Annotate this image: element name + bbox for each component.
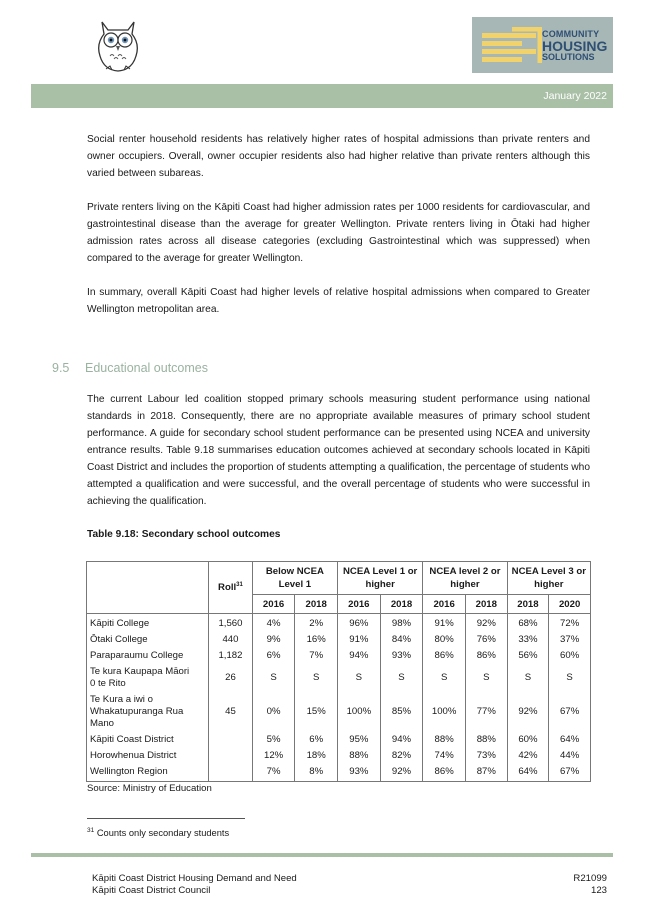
- roll-footnote-ref: 31: [236, 581, 243, 588]
- row-value: 77%: [465, 692, 507, 732]
- row-value: 72%: [549, 614, 591, 633]
- footer-page-number: 123: [590, 885, 607, 896]
- row-value: 92%: [380, 764, 423, 782]
- paragraph-text: In summary, overall Kāpiti Coast had higher levels of relative hospital admissions when compared to Greater Wellington metropolitan area.: [87, 287, 590, 315]
- row-value: 42%: [507, 748, 549, 764]
- table-row: [87, 664, 591, 692]
- row-value: 16%: [295, 632, 338, 648]
- header-group: NCEA level 2 or higher: [423, 562, 507, 595]
- row-value: 6%: [252, 648, 295, 664]
- footer-right: [573, 873, 607, 897]
- row-name: Kāpiti Coast District: [87, 732, 209, 748]
- row-value: 8%: [295, 764, 338, 782]
- secondary-school-outcomes-table: [86, 561, 591, 782]
- row-roll: 1,560: [209, 614, 253, 633]
- row-value: 98%: [380, 614, 423, 633]
- header-group: Below NCEA Level 1: [252, 562, 337, 595]
- row-value: 7%: [295, 648, 338, 664]
- row-roll: [209, 764, 253, 782]
- row-value: 91%: [338, 632, 381, 648]
- header-year: 2016: [252, 595, 295, 614]
- table-row: [87, 648, 591, 664]
- row-value: 86%: [465, 648, 507, 664]
- footer-band: [31, 853, 613, 857]
- row-value: 15%: [295, 692, 338, 732]
- row-value: 87%: [465, 764, 507, 782]
- row-name: Paraparaumu College: [87, 648, 209, 664]
- row-value: 12%: [252, 748, 295, 764]
- section-number: 9.5: [52, 361, 70, 375]
- footnote-number: 31: [87, 827, 95, 834]
- row-roll: 1,182: [209, 648, 253, 664]
- row-value: S: [338, 664, 381, 692]
- row-value: 85%: [380, 692, 423, 732]
- paragraph-1: [87, 131, 590, 182]
- row-value: 93%: [338, 764, 381, 782]
- row-value: 80%: [423, 632, 466, 648]
- row-value: 95%: [338, 732, 381, 748]
- row-roll: [209, 732, 253, 748]
- brand-line-2: HOUSING: [542, 38, 608, 54]
- row-value: 67%: [549, 764, 591, 782]
- row-value: 86%: [423, 648, 466, 664]
- table-header-row: [87, 562, 591, 595]
- row-value: 74%: [423, 748, 466, 764]
- row-name: Te Kura a iwi o Whakatupuranga Rua Mano: [87, 692, 209, 732]
- row-name: Horowhenua District: [87, 748, 209, 764]
- row-name: Wellington Region: [87, 764, 209, 782]
- table-row: [87, 764, 591, 782]
- row-value: 94%: [338, 648, 381, 664]
- paragraph-2: [87, 199, 590, 267]
- footer-report-title: Kāpiti Coast District Housing Demand and Need: [92, 873, 297, 884]
- row-value: 5%: [252, 732, 295, 748]
- header-year: 2018: [380, 595, 423, 614]
- paragraph-text: The current Labour led coalition stopped primary schools measuring student performance using national standards in 2018. Consequently, there are no appropriate available measures of primary school student performance. A guide for secondary school student performance can be presented using NCEA and university entrance results. Table 9.18 summarises education outcomes achieved at secondary schools located in Kāpiti Coast District and includes the proportion of students attempting a qualification, the percentage of students who attempted a qualification and were successful, and the overall percentage of students who were successful in achieving the qualification.: [87, 394, 590, 507]
- footer-left: [92, 873, 297, 897]
- row-value: 76%: [465, 632, 507, 648]
- row-value: 60%: [549, 648, 591, 664]
- roll-label: Roll: [218, 582, 237, 594]
- row-name: Kāpiti College: [87, 614, 209, 633]
- footer-client: Kāpiti Coast District Council: [92, 885, 211, 896]
- header-year: 2018: [465, 595, 507, 614]
- header-roll: [209, 562, 253, 614]
- row-value: 64%: [549, 732, 591, 748]
- table-row: [87, 632, 591, 648]
- row-value: 7%: [252, 764, 295, 782]
- row-value: 18%: [295, 748, 338, 764]
- row-value: 92%: [507, 692, 549, 732]
- brand-line-3: SOLUTIONS: [542, 52, 595, 62]
- row-value: 4%: [252, 614, 295, 633]
- owl-logo: [92, 16, 144, 74]
- row-value: 60%: [507, 732, 549, 748]
- header-group: NCEA Level 3 or higher: [507, 562, 590, 595]
- row-value: 96%: [338, 614, 381, 633]
- row-value: 88%: [465, 732, 507, 748]
- row-value: 2%: [295, 614, 338, 633]
- row-name: Te kura Kaupapa Māori 0 te Rito: [87, 664, 209, 692]
- row-value: 37%: [549, 632, 591, 648]
- row-value: 91%: [423, 614, 466, 633]
- header-year: 2020: [549, 595, 591, 614]
- row-name: Ōtaki College: [87, 632, 209, 648]
- row-value: S: [507, 664, 549, 692]
- row-roll: 45: [209, 692, 253, 732]
- section-heading: [52, 361, 208, 375]
- paragraph-text: Social renter household residents has relatively higher rates of hospital admissions than private renters and owner occupiers. Overall, owner occupier residents also had higher relative than private renters although this varied between subareas.: [87, 134, 590, 179]
- row-value: 92%: [465, 614, 507, 633]
- row-value: 100%: [338, 692, 381, 732]
- row-value: 44%: [549, 748, 591, 764]
- row-value: S: [380, 664, 423, 692]
- table-row: [87, 748, 591, 764]
- row-value: 6%: [295, 732, 338, 748]
- footnote-divider: [87, 818, 245, 819]
- row-value: 67%: [549, 692, 591, 732]
- header-empty-cell: [87, 562, 209, 614]
- row-roll: 440: [209, 632, 253, 648]
- paragraph-text: Private renters living on the Kāpiti Coast had higher admission rates per 1000 residents for cardiovascular, and gastrointestinal disease than the average for greater Wellington. Private renters living in Ōtaki had higher admission rates across all disease categories (excluding Gastrointestinal which was suppressed) when compared to the average for greater Wellington.: [87, 202, 590, 264]
- row-value: 9%: [252, 632, 295, 648]
- row-value: S: [295, 664, 338, 692]
- section-paragraph: [87, 391, 590, 510]
- row-value: 88%: [423, 732, 466, 748]
- table-caption: Table 9.18: Secondary school outcomes: [87, 529, 281, 540]
- header-year: 2016: [338, 595, 381, 614]
- paragraph-3: [87, 284, 590, 318]
- row-value: 68%: [507, 614, 549, 633]
- row-value: S: [549, 664, 591, 692]
- row-value: 86%: [423, 764, 466, 782]
- row-value: 64%: [507, 764, 549, 782]
- table-source: Source: Ministry of Education: [87, 783, 212, 794]
- row-value: 93%: [380, 648, 423, 664]
- header-year: 2018: [507, 595, 549, 614]
- row-value: 100%: [423, 692, 466, 732]
- brand-line-1: COMMUNITY: [542, 29, 600, 39]
- report-date: January 2022: [543, 90, 607, 102]
- row-value: 82%: [380, 748, 423, 764]
- row-value: 88%: [338, 748, 381, 764]
- row-value: 0%: [252, 692, 295, 732]
- row-roll: 26: [209, 664, 253, 692]
- footer-report-code: R21099: [573, 873, 607, 884]
- row-roll: [209, 748, 253, 764]
- header-year: 2018: [295, 595, 338, 614]
- community-housing-solutions-logo: [472, 17, 613, 73]
- row-value: 84%: [380, 632, 423, 648]
- header-band: [31, 84, 613, 108]
- footnote: [87, 827, 229, 838]
- row-value: 94%: [380, 732, 423, 748]
- footnote-text: Counts only secondary students: [96, 828, 230, 839]
- row-value: 33%: [507, 632, 549, 648]
- row-value: S: [423, 664, 466, 692]
- table-row: [87, 732, 591, 748]
- section-title: Educational outcomes: [85, 361, 208, 375]
- row-value: S: [465, 664, 507, 692]
- row-value: 73%: [465, 748, 507, 764]
- header-group: NCEA Level 1 or higher: [338, 562, 423, 595]
- row-value: S: [252, 664, 295, 692]
- table-row: [87, 692, 591, 732]
- header-year: 2016: [423, 595, 466, 614]
- table-row: [87, 614, 591, 633]
- row-value: 56%: [507, 648, 549, 664]
